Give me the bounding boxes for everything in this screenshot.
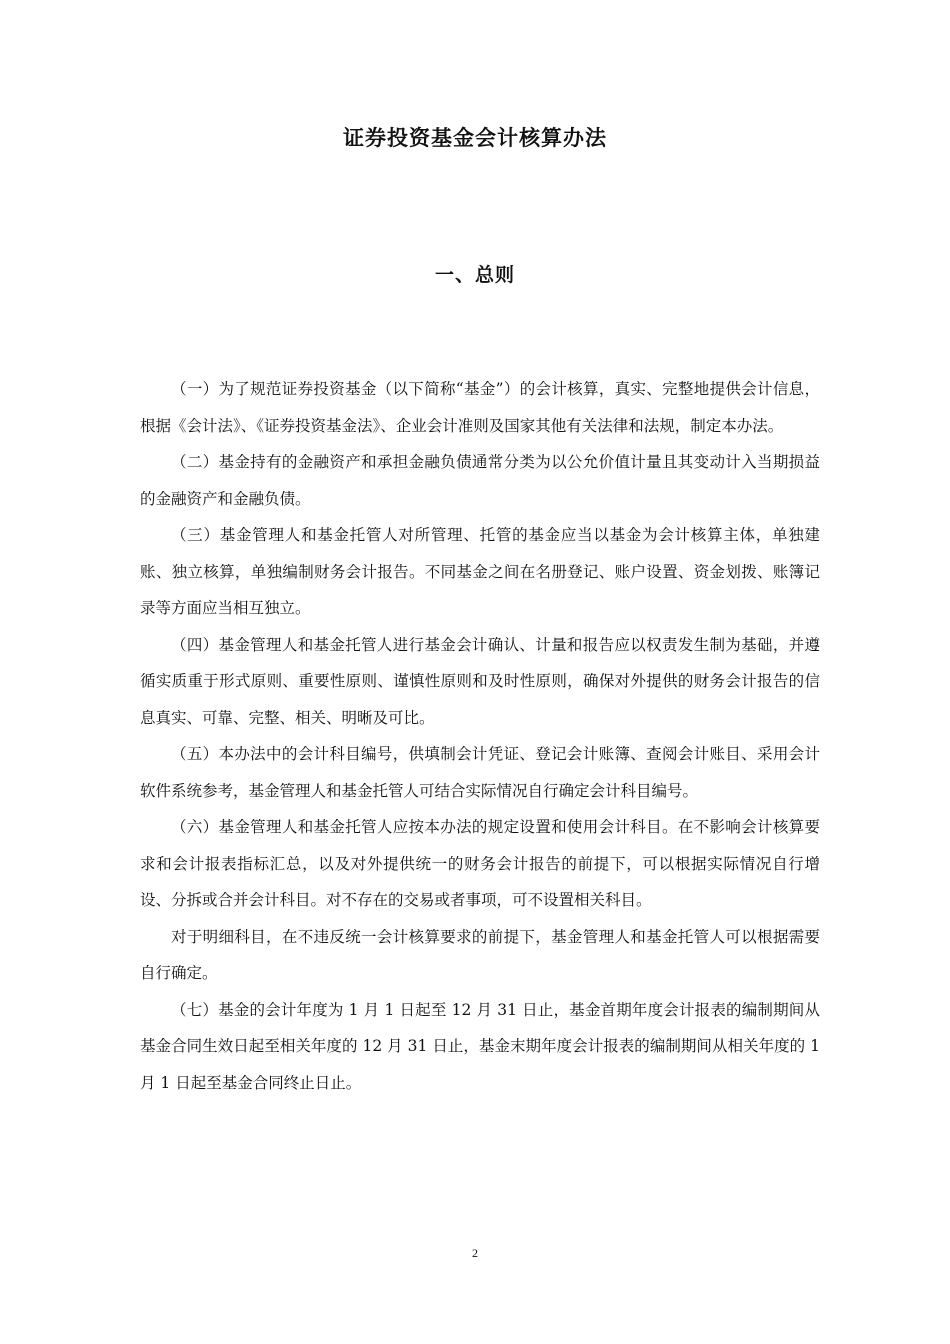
paragraph-8: （七）基金的会计年度为 1 月 1 日起至 12 月 31 日止，基金首期年度会计报表的编制期间从基金合同生效日起至相关年度的 12 月 31 日止，基金末期年度会计报表的编制期间从相关年度的 1 月 1 日起至基金合同终止日止。 xyxy=(140,1000,820,1092)
paragraph-4: （四）基金管理人和基金托管人进行基金会计确认、计量和报告应以权责发生制为基础，并遵循实质重于形式原则、重要性原则、谨慎性原则和及时性原则，确保对外提供的财务会计报告的信息真实、可靠、完整、相关、明晰及可比。 xyxy=(140,635,820,727)
paragraph-6: （六）基金管理人和基金托管人应按本办法的规定设置和使用会计科目。在不影响会计核算要求和会计报表指标汇总，以及对外提供统一的财务会计报告的前提下，可以根据实际情况自行增设、分拆或合并会计科目。对不存在的交易或者事项，可不设置相关科目。 xyxy=(140,818,820,909)
paragraph-1: （一）为了规范证券投资基金（以下简称“基金”）的会计核算，真实、完整地提供会计信息，根据《会计法》、《证券投资基金法》、企业会计准则及国家其他有关法律和法规，制定本办法。 xyxy=(140,380,820,435)
section-heading: 一、总则 xyxy=(434,264,515,286)
paragraph-5: （五）本办法中的会计科目编号，供填制会计凭证、登记会计账簿、查阅会计账目、采用会计软件系统参考，基金管理人和基金托管人可结合实际情况自行确定会计科目编号。 xyxy=(140,745,820,800)
paragraph-7: 对于明细科目，在不违反统一会计核算要求的前提下，基金管理人和基金托管人可以根据需要自行确定。 xyxy=(140,927,820,982)
page-number: 2 xyxy=(472,1246,478,1260)
paragraph-3: （三）基金管理人和基金托管人对所管理、托管的基金应当以基金为会计核算主体，单独建账、独立核算，单独编制财务会计报告。不同基金之间在名册登记、账户设置、资金划拨、账簿记录等方面应当相互独立。 xyxy=(140,526,820,617)
document-title: 证券投资基金会计核算办法 xyxy=(343,126,607,150)
paragraph-2: （二）基金持有的金融资产和承担金融负债通常分类为以公允价值计量且其变动计入当期损益的金融资产和金融负债。 xyxy=(140,453,820,508)
body-text xyxy=(140,371,820,1101)
